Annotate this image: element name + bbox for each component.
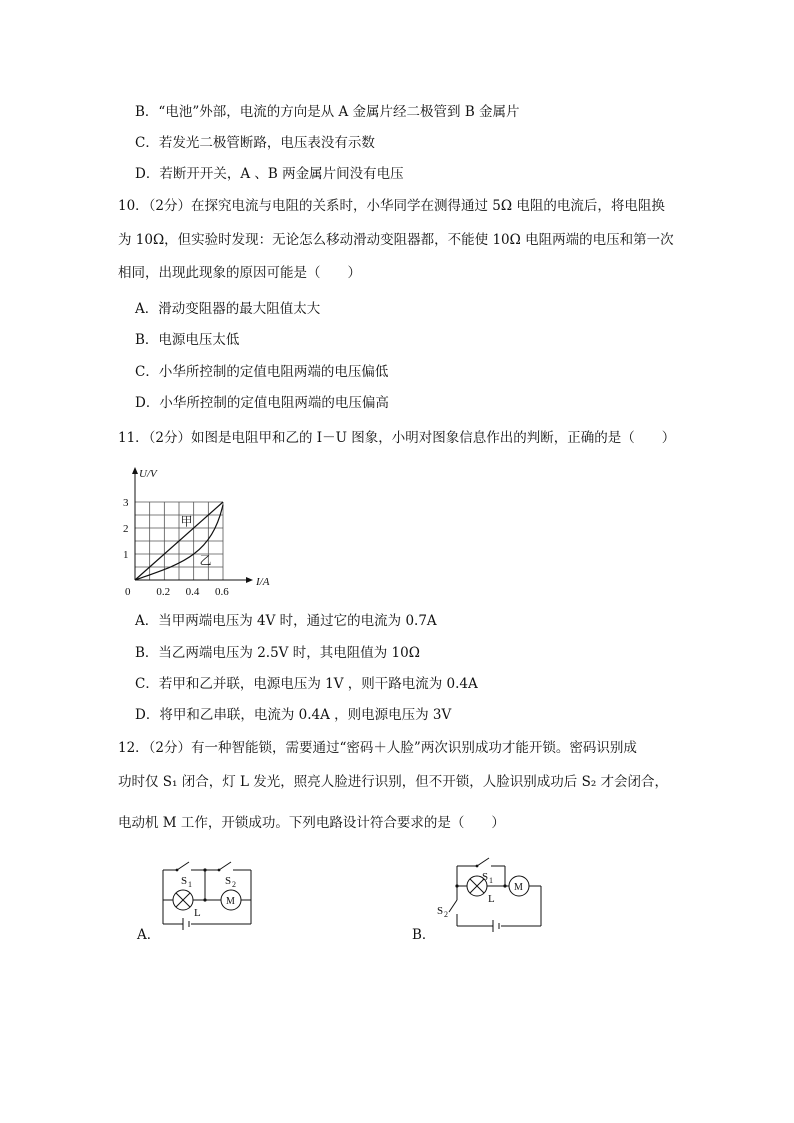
q10-option-a[interactable]: A．滑动变阻器的最大阻值太大 bbox=[135, 301, 321, 317]
q9-option-d[interactable]: D．若断开开关，A 、B 两金属片间没有电压 bbox=[135, 166, 404, 182]
q10-option-b[interactable]: B．电源电压太低 bbox=[135, 332, 240, 348]
q10-option-c[interactable]: C．小华所控制的定值电阻两端的电压偏低 bbox=[135, 364, 389, 380]
q10-stem-line1: 10．（2分）在探究电流与电阻的关系时，小华同学在测得通过 5Ω 电阻的电流后，将电阻换 bbox=[118, 198, 665, 214]
q12-stem-line1: 12．（2分）有一种智能锁，需要通过“密码＋人脸”两次识别成功才能开锁。密码识别成 bbox=[118, 740, 637, 756]
x-tick-label: 0.4 bbox=[185, 586, 200, 598]
q11-option-a[interactable]: A．当甲两端电压为 4V 时，通过它的电流为 0.7A bbox=[135, 613, 437, 629]
y-axis-label: U/V bbox=[139, 468, 157, 480]
x-tick-label: 0.6 bbox=[215, 586, 229, 598]
x-axis-arrow bbox=[246, 577, 253, 583]
y-tick-label: 1 bbox=[123, 549, 129, 561]
q12-option-a-label[interactable]: A． bbox=[137, 927, 161, 943]
iu-graph bbox=[110, 465, 280, 600]
y-tick-label: 3 bbox=[123, 497, 129, 509]
svg-text:S: S bbox=[181, 875, 188, 887]
svg-text:S: S bbox=[482, 871, 489, 883]
svg-text:1: 1 bbox=[489, 876, 493, 885]
series-jia-label: 甲 bbox=[180, 514, 193, 529]
svg-text:L: L bbox=[194, 907, 201, 919]
x-tick-label: 0.2 bbox=[156, 586, 171, 598]
svg-text:2: 2 bbox=[232, 880, 236, 889]
svg-text:S: S bbox=[225, 875, 232, 887]
series-yi-label: 乙 bbox=[199, 553, 212, 568]
svg-text:1: 1 bbox=[188, 880, 192, 889]
q12-stem-line2: 功时仅 S₁ 闭合，灯 L 发光，照亮人脸进行识别，但不开锁，人脸识别成功后 S₂ 才会闭合， bbox=[118, 774, 669, 790]
q11-option-d[interactable]: D．将甲和乙串联，电流为 0.4A ，则电源电压为 3V bbox=[135, 707, 452, 723]
svg-text:S: S bbox=[437, 905, 444, 917]
y-axis-arrow bbox=[132, 467, 138, 474]
q9-option-c[interactable]: C．若发光二极管断路，电压表没有示数 bbox=[135, 135, 375, 151]
chart-axes bbox=[132, 467, 253, 583]
q11-option-c[interactable]: C．若甲和乙并联，电源电压为 1V ，则干路电流为 0.4A bbox=[135, 676, 478, 692]
svg-text:2: 2 bbox=[444, 910, 448, 919]
q11-stem: 11．（2分）如图是电阻甲和乙的 I－U 图象，小明对图象信息作出的判断，正确的是（ ） bbox=[118, 430, 676, 446]
q11-option-b[interactable]: B．当乙两端电压为 2.5V 时，其电阻值为 10Ω bbox=[135, 645, 420, 661]
q12-option-b-label[interactable]: B． bbox=[412, 927, 436, 943]
svg-text:M: M bbox=[226, 896, 235, 907]
origin-label: 0 bbox=[125, 586, 131, 598]
q10-option-d[interactable]: D．小华所控制的定值电阻两端的电压偏高 bbox=[135, 395, 389, 411]
circuit-a-diagram bbox=[155, 850, 265, 935]
svg-text:M: M bbox=[514, 882, 523, 893]
q9-option-b[interactable]: B．“电池”外部，电流的方向是从 A 金属片经二极管到 B 金属片 bbox=[135, 104, 520, 120]
q12-stem-line3: 电动机 M 工作，开锁成功。下列电路设计符合要求的是（ ） bbox=[118, 815, 505, 831]
circuit-b-diagram bbox=[433, 850, 548, 935]
svg-text:L: L bbox=[488, 893, 495, 905]
y-tick-label: 2 bbox=[123, 523, 129, 535]
q10-stem-line2: 为 10Ω，但实验时发现：无论怎么移动滑动变阻器都，不能使 10Ω 电阻两端的电压和第一次 bbox=[118, 232, 674, 248]
q10-stem-line3: 相同，出现此现象的原因可能是（ ） bbox=[118, 265, 361, 281]
x-axis-label: I/A bbox=[256, 576, 270, 588]
